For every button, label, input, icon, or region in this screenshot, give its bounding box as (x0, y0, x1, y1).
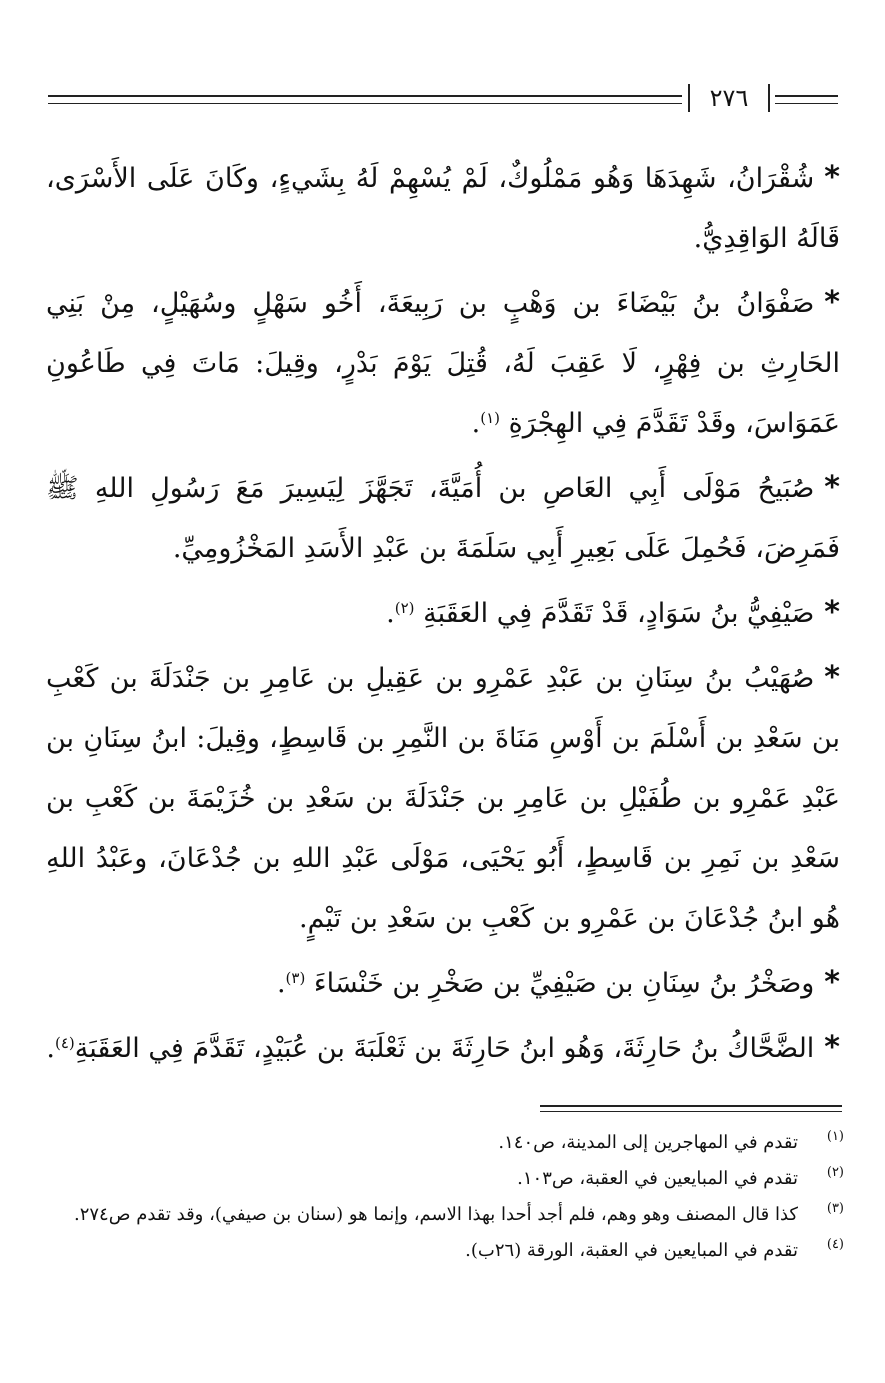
biography-entry: *وصَخْرُ بنُ سِنَانِ بن صَيْفِيِّ بن صَخْرِ بن خَنْسَاءَ $^{(٣)}$. (276, 965, 840, 1000)
entry-text: الضَّحَّاكُ بنُ حَارِثَةَ، وَهُو ابنُ حَارِثَةَ بن ثَعْلَبَةَ بن عُبَيْدٍ، تَقَدَّمَ فِي العَقَبَةِ (74, 1033, 815, 1064)
footnote-ref: (٤) (54, 1034, 75, 1052)
main-text (46, 148, 840, 1079)
biography-entry: *صَيْفِيُّ بنُ سَوَادٍ، قَدْ تَقَدَّمَ فِي العَقَبَةِ $^{(٢)}$. (386, 595, 840, 630)
footnote-number: (٣) (826, 1201, 844, 1216)
biography-entry (46, 648, 840, 949)
asterisk-bullet-icon: * (824, 160, 840, 195)
entry-text: صَيْفِيُّ بنُ سَوَادٍ، قَدْ تَقَدَّمَ فِي العَقَبَةِ (423, 598, 815, 629)
footnote-number: (١) (826, 1129, 844, 1144)
page-number: ٢٧٦ (709, 84, 749, 112)
footnote-number: (٢) (826, 1165, 844, 1180)
biography-entry (46, 148, 840, 269)
footnote-ref: (٣) (285, 969, 306, 987)
entry-text: صُهَيْبُ بنُ سِنَانِ بن عَبْدِ عَمْرِو بن عَقِيلِ بن عَامِرِ بن جَنْدَلَةَ بن كَعْبِ بن سَعْدِ بن أَسْلَمَ بن أَوْسِ مَنَاةَ بن النَّمِرِ بن قَاسِطٍ، وقِيلَ: ابنُ سِنَانِ بن عَبْدِ عَمْرِو بن طُفَيْلِ بن عَامِرِ بن جَنْدَلَةَ بن سَعْدِ بن خُزَيْمَةَ بن كَعْبِ بن سَعْدِ بن نَمِرِ بن قَاسِطٍ، أَبُو يَحْيَى، مَوْلَى عَبْدِ اللهِ بن جُدْعَانَ، وعَبْدُ اللهِ هُو ابنُ جُدْعَانَ بن عَمْرِو بن كَعْبِ بن سَعْدِ بن تَيْمٍ. (46, 663, 840, 934)
entry-text: شُقْرَانُ، شَهِدَهَا وَهُو مَمْلُوكٌ، لَمْ يُسْهِمْ لَهُ بِشَيءٍ، وكَانَ عَلَى الأَسْرَى، قَالَهُ الوَاقِدِيُّ. (46, 163, 840, 254)
asterisk-bullet-icon: * (824, 1030, 840, 1065)
entry-text: صُبَيحُ مَوْلَى أَبِي العَاصِ بن أُمَيَّةَ، تَجَهَّزَ لِيَسِيرَ مَعَ رَسُولِ اللهِ ﷺ فَمَرِضَ، فَحُمِلَ عَلَى بَعِيرِ أَبِي سَلَمَةَ بن عَبْدِ الأَسَدِ المَخْزُومِيِّ. (46, 473, 840, 564)
footnote (44, 1164, 844, 1194)
header-rule-left (48, 95, 682, 104)
asterisk-bullet-icon: * (824, 660, 840, 695)
footnote-divider (540, 1105, 842, 1112)
footnote (44, 1236, 844, 1266)
asterisk-bullet-icon: * (824, 965, 840, 1000)
footnote-text: تقدم في المبايعين في العقبة، ص١٠٣. (517, 1168, 798, 1189)
footnote-text: تقدم في المبايعين في العقبة، الورقة (٢٦ب). (465, 1240, 798, 1261)
header-separator (768, 84, 770, 112)
footnote-text: كذا قال المصنف وهو وهم، فلم أجد أحدا بهذا الاسم، وإنما هو (سنان بن صيفي)، وقد تقدم ص٢٧٤. (73, 1204, 798, 1225)
footnote-text: تقدم في المهاجرين إلى المدينة، ص١٤٠. (498, 1132, 798, 1153)
entry-text: صَفْوَانُ بنُ بَيْضَاءَ بن وَهْبٍ بن رَبِيعَةَ، أَخُو سَهْلٍ وسُهَيْلٍ، مِنْ بَنِي الحَارِثِ بن فِهْرٍ، لَا عَقِبَ لَهُ، قُتِلَ يَوْمَ بَدْرٍ، وقِيلَ: مَاتَ فِي طَاعُونِ عَمَوَاسَ، وقَدْ تَقَدَّمَ فِي الهِجْرَةِ (46, 288, 840, 439)
footnote-ref: (٢) (394, 599, 415, 617)
page-header (48, 84, 838, 114)
footnotes (44, 1128, 844, 1272)
footnote-number: (٤) (826, 1237, 844, 1252)
footnote (44, 1128, 844, 1158)
asterisk-bullet-icon: * (824, 595, 840, 630)
header-separator (688, 84, 690, 112)
biography-entry: *صَفْوَانُ بنُ بَيْضَاءَ بن وَهْبٍ بن رَبِيعَةَ، أَخُو سَهْلٍ وسُهَيْلٍ، مِنْ بَنِي الحَارِثِ بن فِهْرٍ، لَا عَقِبَ لَهُ، قُتِلَ يَوْمَ بَدْرٍ، وقِيلَ: مَاتَ فِي طَاعُونِ عَمَوَاسَ، وقَدْ تَقَدَّمَ فِي الهِجْرَةِ $^{(١)}$. (46, 285, 840, 439)
header-rule-right (775, 95, 838, 104)
biography-entry: *الضَّحَّاكُ بنُ حَارِثَةَ، وَهُو ابنُ حَارِثَةَ بن ثَعْلَبَةَ بن عُبَيْدٍ، تَقَدَّمَ فِي العَقَبَةِ$^{(٤)}$. (46, 1030, 840, 1065)
footnote (44, 1200, 844, 1230)
footnote-ref: (١) (480, 409, 500, 427)
asterisk-bullet-icon: * (824, 470, 840, 505)
entry-text: وصَخْرُ بنُ سِنَانِ بن صَيْفِيِّ بن صَخْرِ بن خَنْسَاءَ (313, 968, 815, 999)
asterisk-bullet-icon: * (824, 285, 840, 320)
biography-entry (46, 458, 840, 579)
